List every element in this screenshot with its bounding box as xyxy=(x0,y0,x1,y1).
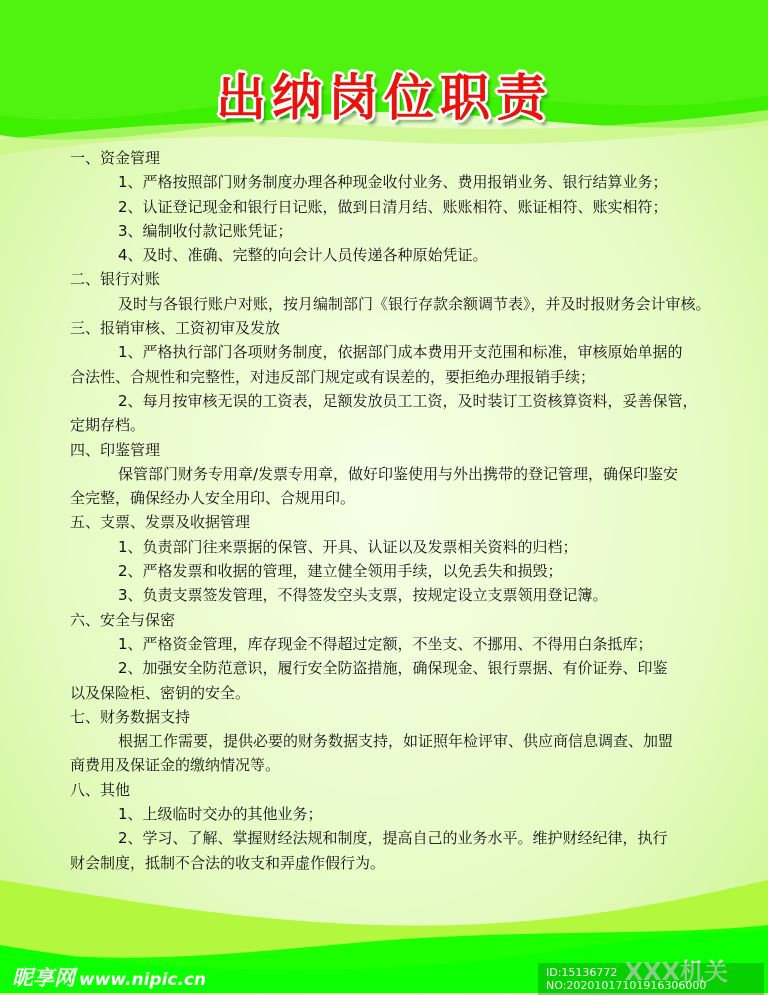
section-heading: 三、报销审核、工资初审及发放 xyxy=(70,319,281,338)
paragraph-line: 商费用及保证金的缴纳情况等。 xyxy=(70,756,281,775)
paragraph-line: 2、加强安全防范意识，履行安全防盗措施，确保现金、银行票据、有价证券、印鉴 xyxy=(118,659,668,678)
section-heading: 一、资金管理 xyxy=(70,149,161,167)
paragraph-line: 合法性、合规性和完整性，对违反部门规定或有误差的，要拒绝办理报销手续； xyxy=(70,367,596,386)
watermark-url: www.nipic.cn xyxy=(79,970,207,990)
section xyxy=(70,267,710,316)
paragraph-line: 1、严格资金管理，库存现金不得超过定额，不坐支、不挪用、不得用白条抵库； xyxy=(118,634,653,653)
image-id: ID:15136772 NO:20201017101916306000 xyxy=(538,963,764,995)
paragraph-line: 1、上级临时交办的其他业务； xyxy=(118,805,323,824)
section xyxy=(70,316,710,437)
section xyxy=(70,438,710,511)
paragraph-line: 1、严格执行部门各项财务制度，依据部门成本费用开支范围和标准，审核原始单据的 xyxy=(118,343,683,362)
paragraph-line: 保管部门财务专用章/发票专用章，做好印鉴使用与外出携带的登记管理，确保印鉴安 xyxy=(118,464,679,483)
paragraph-line: 1、严格按照部门财务制度办理各种现金收付业务、费用报销业务、银行结算业务； xyxy=(118,173,668,192)
section xyxy=(70,705,710,778)
paragraph-line: 定期存档。 xyxy=(70,416,146,435)
section xyxy=(70,608,710,705)
section-heading: 八、其他 xyxy=(70,780,131,799)
section-heading: 六、安全与保密 xyxy=(70,610,176,629)
paragraph-line: 根据工作需要，提供必要的财务数据支持，如证照年检评审、供应商信息调查、加盟 xyxy=(118,732,674,751)
paragraph-line: 2、学习、了解、掌握财经法规和制度，提高自己的业务水平。维护财经纪律，执行 xyxy=(118,829,668,848)
duty-list xyxy=(70,146,710,875)
paragraph-line: 1、负责部门往来票据的保管、开具、认证以及发票相关资料的归档； xyxy=(118,537,578,556)
paragraph-line: 全完整，确保经办人安全用印、合规用印。 xyxy=(70,489,356,508)
section-heading: 七、财务数据支持 xyxy=(70,707,191,726)
section-heading: 五、支票、发票及收据管理 xyxy=(70,513,251,532)
section xyxy=(70,146,710,267)
section-heading: 二、银行对账 xyxy=(70,270,161,289)
paragraph-line: 4、及时、准确、完整的向会计人员传递各种原始凭证。 xyxy=(118,246,488,265)
watermark-site: 昵享网 xyxy=(12,966,75,990)
watermark-logo xyxy=(12,962,206,992)
paragraph-line: 财会制度，抵制不合法的收支和弄虚作假行为。 xyxy=(70,853,386,872)
paragraph-line: 以及保险柜、密钥的安全。 xyxy=(70,683,251,702)
paragraph-line: 2、严格发票和收据的管理，建立健全领用手续，以免丢失和损毁； xyxy=(118,562,563,581)
section xyxy=(70,510,710,607)
paragraph-line: 2、每月按审核无误的工资表，足额发放员工工资，及时装订工资核算资料，妥善保管， xyxy=(118,391,698,410)
paragraph-line: 3、编制收付款记账凭证； xyxy=(118,221,293,240)
paragraph-line: 及时与各银行账户对账，按月编制部门《银行存款余额调节表》，并及时报财务会计审核。 xyxy=(118,294,711,313)
organization-name: XXX机关 xyxy=(624,958,728,986)
section xyxy=(70,778,710,875)
paragraph-line: 2、认证登记现金和银行日记账，做到日清月结、账账相符、账证相符、账实相符； xyxy=(118,197,668,216)
section-heading: 四、印鉴管理 xyxy=(70,440,161,459)
page-title: 出纳岗位职责 xyxy=(216,69,552,127)
paragraph-line: 3、负责支票签发管理，不得签发空头支票，按规定设立支票领用登记簿。 xyxy=(118,586,608,605)
